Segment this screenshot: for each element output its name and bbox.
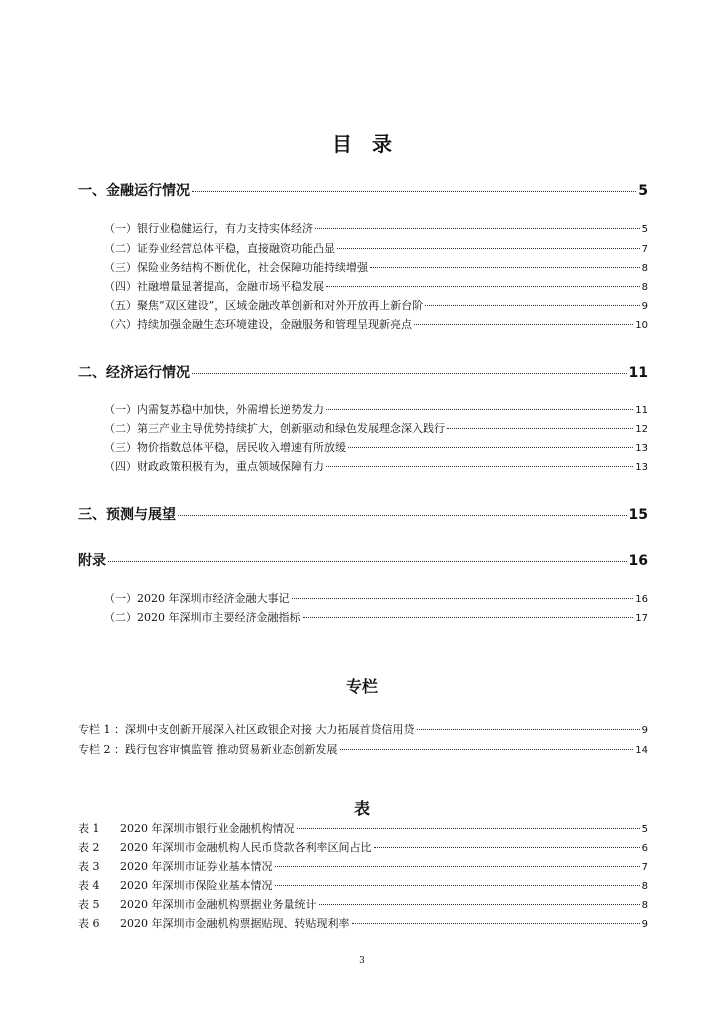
toc-item-label: （三）保险业务结构不断优化，社会保障功能持续增强: [104, 261, 368, 274]
toc-section-page: 5: [638, 183, 648, 199]
dot-leader: [447, 428, 633, 429]
table-page: 8: [641, 900, 648, 911]
table-label: 2020 年深圳市银行业金融机构情况: [120, 822, 295, 835]
toc-item-label: （三）物价指数总体平稳，居民收入增速有所放缓: [104, 441, 346, 454]
table-label: 2020 年深圳市保险业基本情况: [120, 879, 273, 892]
toc-item-label: （二）证券业经营总体平稳，直接融资功能凸显: [104, 242, 335, 255]
dot-leader: [319, 904, 640, 905]
table-page: 9: [641, 919, 648, 930]
dot-leader: [315, 228, 640, 229]
toc-section-row[interactable]: [78, 362, 648, 382]
toc-item-page: 7: [641, 244, 648, 255]
table-label: 2020 年深圳市金融机构票据贴现、转贴现利率: [120, 917, 350, 930]
dot-leader: [275, 885, 640, 886]
toc-section-row[interactable]: [78, 504, 648, 524]
toc-item-page: 13: [635, 443, 648, 454]
dot-leader: [370, 267, 640, 268]
table-lead: 表 5: [78, 898, 100, 911]
dot-leader: [425, 305, 639, 306]
dot-leader: [326, 466, 633, 467]
table-label: 2020 年深圳市证券业基本情况: [120, 860, 273, 873]
dot-leader: [417, 729, 640, 730]
toc-item-row[interactable]: [104, 297, 648, 313]
table-page: 7: [641, 862, 648, 873]
toc-item-page: 11: [635, 405, 648, 416]
table-lead: 表 6: [78, 917, 100, 930]
table-page: 6: [641, 843, 648, 854]
toc-section-row[interactable]: [78, 550, 648, 570]
dot-leader: [326, 409, 633, 410]
toc-item-row[interactable]: [104, 401, 648, 417]
toc-item-row[interactable]: [104, 220, 648, 236]
table-row[interactable]: [78, 820, 648, 836]
dot-leader: [292, 598, 634, 599]
toc-item-label: （六）持续加强金融生态环境建设，金融服务和管理呈现新亮点: [104, 318, 412, 331]
toc-item-page: 8: [641, 282, 648, 293]
toc-section-row[interactable]: [78, 180, 648, 200]
toc-item-row[interactable]: [104, 240, 648, 256]
dot-leader: [275, 866, 640, 867]
dot-leader: [414, 324, 633, 325]
toc-item-label: （一）银行业稳健运行，有力支持实体经济: [104, 222, 313, 235]
column-row[interactable]: [78, 721, 648, 737]
toc-item-row[interactable]: [104, 458, 648, 474]
table-row[interactable]: [78, 896, 648, 912]
table-lead: 表 4: [78, 879, 100, 892]
toc-item-page: 16: [635, 594, 648, 605]
toc-item-row[interactable]: [104, 420, 648, 436]
toc-item-label: （四）社融增量显著提高，金融市场平稳发展: [104, 280, 324, 293]
columns-title: 专栏: [345, 677, 378, 696]
toc-item-row[interactable]: [104, 590, 648, 606]
toc-item-page: 12: [635, 424, 648, 435]
dot-leader: [326, 286, 640, 287]
toc-item-label: （一）2020 年深圳市经济金融大事记: [104, 592, 290, 605]
column-page: 9: [641, 725, 648, 736]
table-row[interactable]: [78, 915, 648, 931]
toc-title: 目 录: [332, 132, 392, 156]
toc-item-row[interactable]: [104, 316, 648, 332]
dot-leader: [374, 847, 640, 848]
dot-leader: [340, 749, 634, 750]
table-label: 2020 年深圳市金融机构票据业务量统计: [120, 898, 317, 911]
toc-item-label: （一）内需复苏稳中加快，外需增长逆势发力: [104, 403, 324, 416]
toc-item-page: 10: [635, 320, 648, 331]
dot-leader: [178, 515, 627, 516]
table-lead: 表 3: [78, 860, 100, 873]
table-lead: 表 2: [78, 841, 100, 854]
table-page: 8: [641, 881, 648, 892]
page-number: 3: [359, 956, 365, 966]
toc-item-page: 5: [641, 224, 648, 235]
dot-leader: [352, 923, 640, 924]
toc-section-label: 三、预测与展望: [78, 507, 176, 523]
toc-section-label: 一、金融运行情况: [78, 183, 190, 199]
dot-leader: [192, 191, 636, 192]
dot-leader: [192, 373, 627, 374]
column-row[interactable]: [78, 741, 648, 757]
table-lead: 表 1: [78, 822, 100, 835]
toc-item-page: 17: [635, 613, 648, 624]
toc-section-page: 15: [628, 507, 648, 523]
toc-item-page: 8: [641, 263, 648, 274]
toc-item-row[interactable]: [104, 439, 648, 455]
column-page: 14: [635, 745, 648, 756]
toc-section-label: 附录: [78, 553, 106, 569]
dot-leader: [303, 617, 634, 618]
tables-title: 表: [353, 799, 370, 818]
table-page: 5: [641, 824, 648, 835]
toc-item-row[interactable]: [104, 278, 648, 294]
dot-leader: [348, 447, 633, 448]
dot-leader: [297, 828, 640, 829]
toc-item-label: （二）第三产业主导优势持续扩大，创新驱动和绿色发展理念深入践行: [104, 422, 445, 435]
column-label: 专栏 1 ：深圳中支创新开展深入社区政银企对接 大力拓展首贷信用贷: [78, 723, 415, 736]
toc-section-page: 16: [628, 553, 648, 569]
toc-item-row[interactable]: [104, 259, 648, 275]
dot-leader: [337, 248, 640, 249]
table-row[interactable]: [78, 877, 648, 893]
table-row[interactable]: [78, 839, 648, 855]
toc-item-row[interactable]: [104, 609, 648, 625]
toc-item-label: （五）聚焦“双区建设”，区域金融改革创新和对外开放再上新台阶: [104, 299, 424, 312]
table-row[interactable]: [78, 858, 648, 874]
table-label: 2020 年深圳市金融机构人民币贷款各利率区间占比: [120, 841, 372, 854]
column-label: 专栏 2 ：践行包容审慎监管 推动贸易新业态创新发展: [78, 743, 338, 756]
toc-item-page: 13: [635, 462, 648, 473]
toc-section-label: 二、经济运行情况: [78, 365, 190, 381]
toc-item-label: （二）2020 年深圳市主要经济金融指标: [104, 611, 301, 624]
toc-item-label: （四）财政政策积极有为，重点领域保障有力: [104, 460, 324, 473]
dot-leader: [108, 561, 627, 562]
toc-item-page: 9: [641, 301, 648, 312]
toc-section-page: 11: [628, 365, 648, 381]
